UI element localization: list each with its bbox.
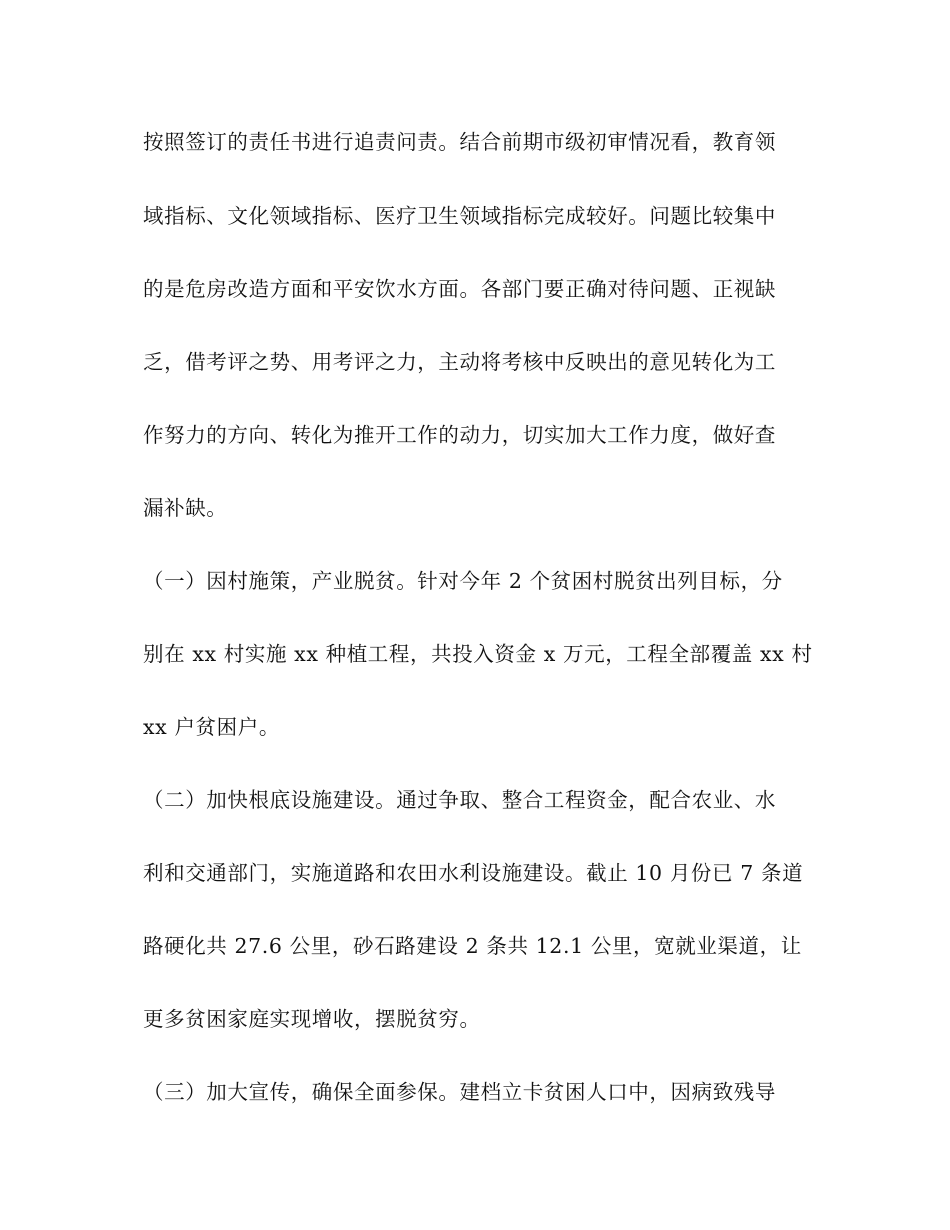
text-line: （一）因村施策，产业脱贫。针对今年 2 个贫困村脱贫出列目标，分 [143, 569, 783, 593]
text-line: 按照签订的责任书进行追责问责。结合前期市级初审情况看，教育领 [143, 130, 776, 154]
text-line: 更多贫困家庭实现增收，摆脱贫穷。 [143, 1007, 481, 1031]
text-line: 作努力的方向、转化为推开工作的动力，切实加大工作力度，做好查 [143, 423, 776, 447]
text-line: 域指标、文化领域指标、医疗卫生领域指标完成较好。问题比较集中 [143, 204, 776, 228]
text-line: 的是危房改造方面和平安饮水方面。各部门要正确对待问题、正视缺 [143, 277, 776, 301]
text-line: （二）加快根底设施建设。通过争取、整合工程资金，配合农业、水 [143, 788, 776, 812]
text-line: 利和交通部门，实施道路和农田水利设施建设。截止 10 月份已 7 条道 [143, 861, 804, 885]
text-line: （三）加大宣传，确保全面参保。建档立卡贫困人口中，因病致残导 [143, 1080, 776, 1104]
text-line: 别在 xx 村实施 xx 种植工程，共投入资金 x 万元，工程全部覆盖 xx 村 [143, 642, 813, 666]
text-line: 乏，借考评之势、用考评之力，主动将考核中反映出的意见转化为工 [143, 350, 776, 374]
text-line: 漏补缺。 [143, 496, 228, 520]
text-line: xx 户贫困户。 [143, 715, 280, 739]
text-line: 路硬化共 27.6 公里，砂石路建设 2 条共 12.1 公里，宽就业渠道，让 [143, 934, 802, 958]
